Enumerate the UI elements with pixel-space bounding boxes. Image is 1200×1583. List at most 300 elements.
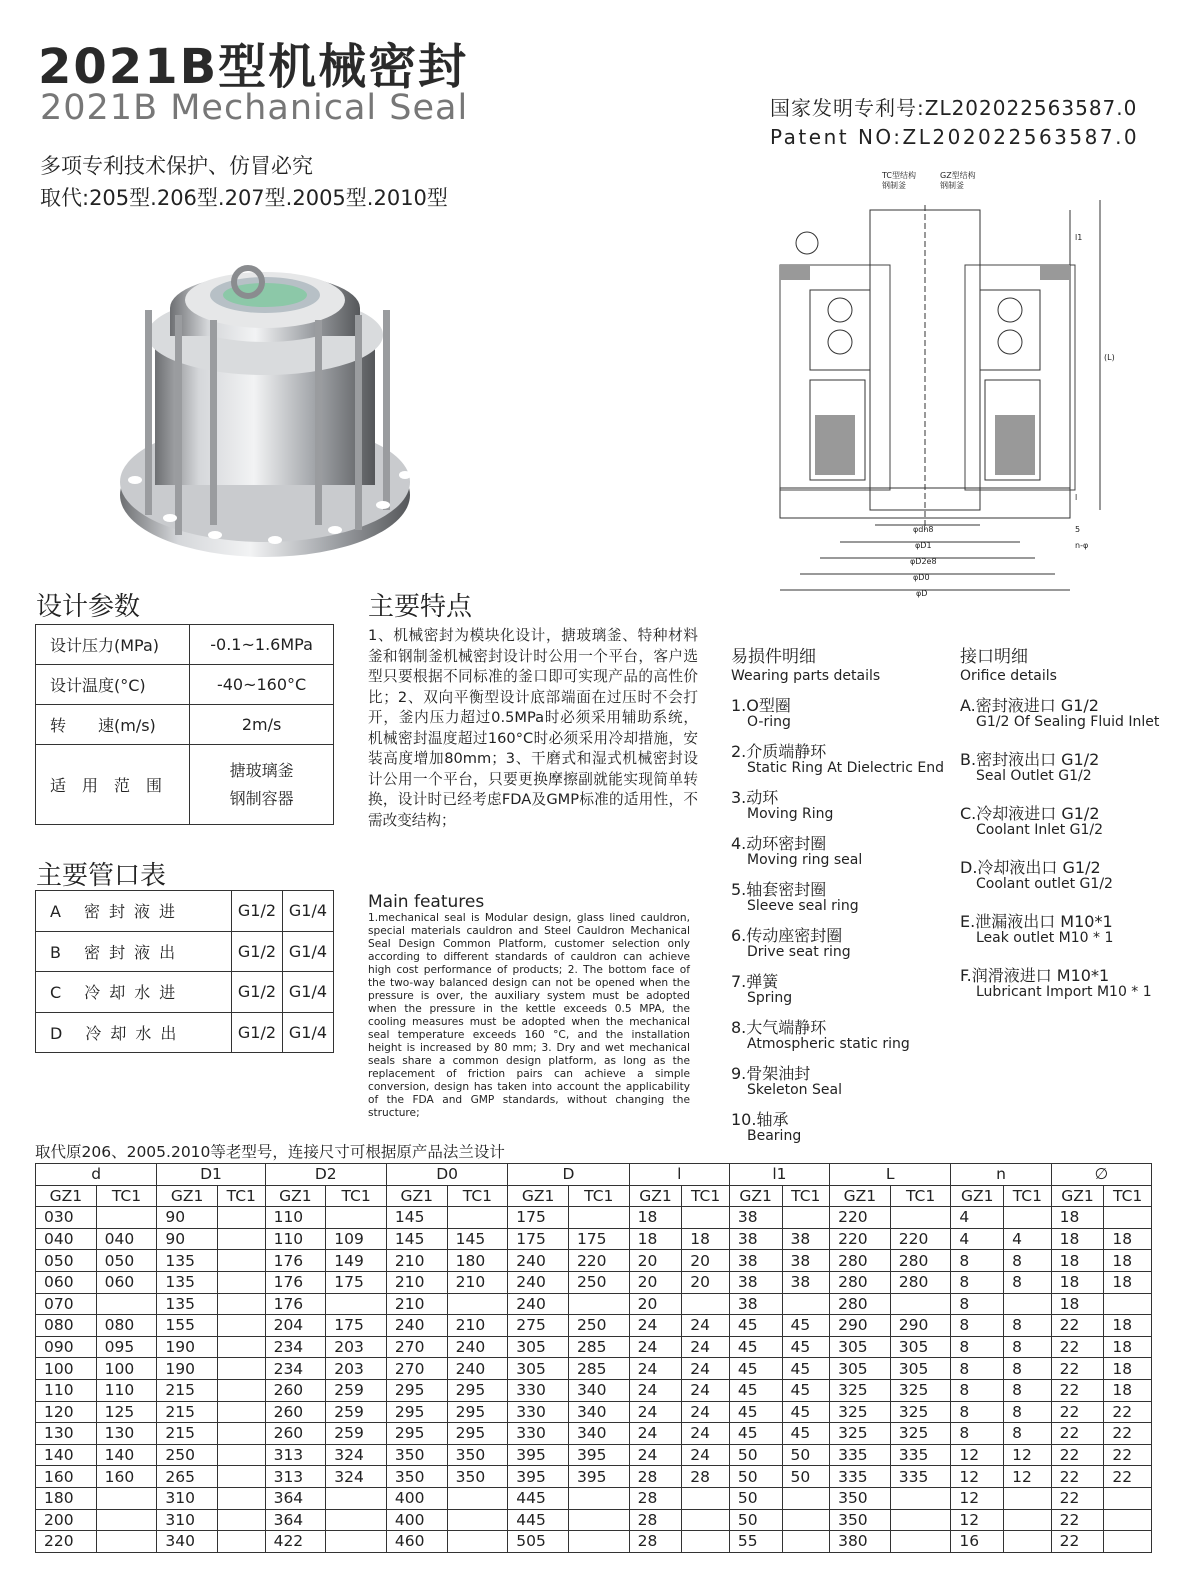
- column-group-header: l: [629, 1164, 729, 1186]
- pipe-size: G1/4: [282, 972, 333, 1013]
- table-cell: 110: [265, 1228, 326, 1250]
- table-cell: 180: [447, 1250, 508, 1272]
- table-cell: 260: [265, 1423, 326, 1445]
- table-cell: 22: [1051, 1315, 1104, 1337]
- orifice-en: Seal Outlet G1/2: [976, 768, 1092, 784]
- table-cell: 259: [326, 1379, 387, 1401]
- table-cell: 395: [568, 1444, 629, 1466]
- table-cell: [1104, 1509, 1152, 1531]
- table-row: [36, 1271, 1152, 1293]
- table-cell: [1104, 1487, 1152, 1509]
- table-row: [36, 1487, 1152, 1509]
- table-cell: 12: [951, 1466, 1004, 1488]
- table-cell: 50: [729, 1487, 782, 1509]
- table-cell: 259: [326, 1423, 387, 1445]
- column-subheader: TC1: [568, 1185, 629, 1207]
- table-cell: [782, 1293, 830, 1315]
- table-cell: [218, 1228, 266, 1250]
- table-cell: 180: [36, 1487, 97, 1509]
- table-cell: 295: [447, 1379, 508, 1401]
- table-cell: 38: [729, 1228, 782, 1250]
- table-row: [36, 1379, 1152, 1401]
- table-cell: 8: [951, 1379, 1004, 1401]
- wearing-part-en: Skeleton Seal: [747, 1082, 842, 1098]
- table-cell: 12: [951, 1509, 1004, 1531]
- table-cell: 350: [830, 1487, 891, 1509]
- column-subheader: GZ1: [729, 1185, 782, 1207]
- table-cell: 24: [629, 1336, 682, 1358]
- wearing-parts-heading-en: Wearing parts details: [731, 668, 881, 684]
- table-cell: 155: [157, 1315, 218, 1337]
- table-cell: 22: [1051, 1379, 1104, 1401]
- table-cell: 45: [782, 1379, 830, 1401]
- size-table-note: 取代原206、2005.2010等老型号，连接尺寸可根据原产品法兰设计: [35, 1143, 505, 1161]
- wearing-part-cn: 10.轴承: [731, 1110, 789, 1129]
- table-cell: 234: [265, 1358, 326, 1380]
- table-cell: 24: [629, 1401, 682, 1423]
- table-cell: 135: [157, 1293, 218, 1315]
- column-subheader: TC1: [218, 1185, 266, 1207]
- table-cell: 22: [1051, 1487, 1104, 1509]
- table-cell: 120: [36, 1401, 97, 1423]
- wearing-parts-list: [731, 697, 944, 1157]
- table-cell: 330: [508, 1379, 569, 1401]
- table-cell: 050: [96, 1250, 157, 1272]
- table-cell: [218, 1207, 266, 1229]
- list-item: [960, 967, 1159, 1021]
- table-cell: 38: [782, 1228, 830, 1250]
- orifice-cn: C.冷却液进口 G1/2: [960, 804, 1100, 823]
- table-cell: 8: [951, 1271, 1004, 1293]
- dim-5: 5: [1075, 525, 1081, 534]
- list-item: [731, 1065, 944, 1111]
- table-cell: [1104, 1293, 1152, 1315]
- table-cell: 22: [1051, 1401, 1104, 1423]
- table-row: [36, 665, 334, 705]
- table-cell: 445: [508, 1509, 569, 1531]
- table-cell: 45: [782, 1401, 830, 1423]
- table-cell: 18: [1051, 1250, 1104, 1272]
- table-cell: 24: [682, 1315, 730, 1337]
- drawing-label-tc: TC型结构: [882, 171, 917, 180]
- table-cell: 275: [508, 1315, 569, 1337]
- orifice-en: G1/2 Of Sealing Fluid Inlet: [976, 714, 1160, 730]
- table-cell: 38: [729, 1271, 782, 1293]
- table-row: [36, 625, 334, 665]
- table-cell: 38: [729, 1293, 782, 1315]
- table-cell: 4: [951, 1207, 1004, 1229]
- orifice-heading-en: Orifice details: [960, 668, 1057, 684]
- table-cell: 050: [36, 1250, 97, 1272]
- table-cell: [1004, 1293, 1052, 1315]
- table-cell: 330: [508, 1401, 569, 1423]
- table-cell: 220: [830, 1228, 891, 1250]
- table-header-row: [36, 1164, 1152, 1186]
- table-cell: 16: [951, 1531, 1004, 1553]
- table-cell: 24: [629, 1358, 682, 1380]
- column-group-header: l1: [729, 1164, 829, 1186]
- table-cell: 28: [629, 1487, 682, 1509]
- table-cell: 210: [447, 1271, 508, 1293]
- table-cell: [326, 1487, 387, 1509]
- table-cell: 310: [157, 1487, 218, 1509]
- table-cell: 295: [386, 1401, 447, 1423]
- table-row: [36, 705, 334, 745]
- table-cell: [218, 1531, 266, 1553]
- table-cell: 22: [1104, 1423, 1152, 1445]
- table-cell: 175: [326, 1315, 387, 1337]
- table-cell: 190: [157, 1336, 218, 1358]
- table-cell: [218, 1444, 266, 1466]
- table-cell: [218, 1466, 266, 1488]
- table-cell: 8: [951, 1358, 1004, 1380]
- technical-drawing: [770, 170, 1170, 605]
- table-cell: [890, 1207, 951, 1229]
- table-cell: 24: [629, 1423, 682, 1445]
- table-cell: 175: [508, 1228, 569, 1250]
- drawing-label-gz: GZ型结构: [940, 171, 976, 180]
- table-cell: 12: [951, 1487, 1004, 1509]
- table-cell: 295: [386, 1423, 447, 1445]
- table-cell: 080: [36, 1315, 97, 1337]
- column-subheader: TC1: [890, 1185, 951, 1207]
- table-cell: 130: [96, 1423, 157, 1445]
- table-cell: 215: [157, 1401, 218, 1423]
- table-cell: [96, 1487, 157, 1509]
- table-cell: [782, 1509, 830, 1531]
- table-cell: 20: [682, 1250, 730, 1272]
- table-cell: 280: [890, 1271, 951, 1293]
- table-cell: 335: [890, 1466, 951, 1488]
- orifice-en: Lubricant Import M10 * 1: [976, 984, 1152, 1000]
- table-cell: 18: [1104, 1336, 1152, 1358]
- table-cell: [890, 1509, 951, 1531]
- table-cell: 259: [326, 1401, 387, 1423]
- table-cell: 28: [682, 1466, 730, 1488]
- table-cell: 145: [386, 1228, 447, 1250]
- column-subheader: TC1: [447, 1185, 508, 1207]
- table-cell: 305: [890, 1336, 951, 1358]
- wearing-part-cn: 2.介质端静环: [731, 742, 827, 761]
- column-group-header: ∅: [1051, 1164, 1151, 1186]
- column-subheader: GZ1: [1051, 1185, 1104, 1207]
- table-cell: 030: [36, 1207, 97, 1229]
- table-cell: 295: [447, 1423, 508, 1445]
- table-cell: 335: [890, 1444, 951, 1466]
- table-cell: 330: [508, 1423, 569, 1445]
- table-cell: 160: [36, 1466, 97, 1488]
- table-cell: 90: [157, 1228, 218, 1250]
- dim-n-phi: n-φ: [1075, 541, 1089, 550]
- column-subheader: GZ1: [157, 1185, 218, 1207]
- table-cell: [568, 1207, 629, 1229]
- table-cell: [447, 1293, 508, 1315]
- table-row: [36, 1250, 1152, 1272]
- wearing-part-en: Drive seat ring: [747, 944, 851, 960]
- param-value: 2m/s: [190, 705, 334, 745]
- dim-l: l: [1075, 493, 1078, 502]
- table-cell: [568, 1487, 629, 1509]
- table-row: [36, 1444, 1152, 1466]
- param-value: -40~160°C: [190, 665, 334, 705]
- table-cell: 22: [1051, 1466, 1104, 1488]
- table-cell: 350: [830, 1509, 891, 1531]
- pipe-size: G1/4: [282, 1012, 333, 1053]
- dim-l-total: (L): [1104, 353, 1115, 362]
- table-cell: [890, 1487, 951, 1509]
- column-subheader: GZ1: [830, 1185, 891, 1207]
- table-cell: 200: [36, 1509, 97, 1531]
- list-item: [960, 751, 1159, 805]
- table-cell: 24: [629, 1444, 682, 1466]
- patent-protection-note: 多项专利技术保护、仿冒必究: [40, 154, 313, 178]
- table-cell: [682, 1487, 730, 1509]
- table-row: [36, 972, 334, 1013]
- table-cell: 18: [1104, 1271, 1152, 1293]
- table-cell: 204: [265, 1315, 326, 1337]
- dim-d1: φD1: [915, 541, 932, 550]
- table-cell: 210: [447, 1315, 508, 1337]
- size-table: [35, 1163, 1152, 1553]
- features-text-cn: 1、机械密封为模块化设计，搪玻璃釜、特种材料釜和钢制釜机械密封设计时公用一个平台，客户选型只要根据不同标准的釜口即可实现产品的高性价比；2、双向平衡型设计底部端面在过压时不会打开，釜内压力超过0.5MPa时必须采用辅助系统，机械密封温度超过160°C时必须采用冷却措施，安装高度增加80mm；3、干磨式和湿式机械密封设计公用一个平台，只要更换摩擦副就能实现简单转换，设计时已经考虑FDA及GMP标准的适用性，不需改变结构；: [368, 627, 698, 829]
- table-cell: 20: [629, 1293, 682, 1315]
- list-item: [960, 805, 1159, 859]
- pipe-size: G1/2: [231, 931, 282, 972]
- wearing-part-cn: 1.O型圈: [731, 696, 791, 715]
- table-cell: 445: [508, 1487, 569, 1509]
- wearing-part-en: Sleeve seal ring: [747, 898, 859, 914]
- wearing-part-cn: 9.骨架油封: [731, 1064, 811, 1083]
- table-cell: 190: [157, 1358, 218, 1380]
- wearing-parts-heading: 易损件明细: [731, 647, 816, 667]
- table-cell: 210: [386, 1293, 447, 1315]
- table-row: [36, 745, 334, 825]
- table-cell: 45: [729, 1358, 782, 1380]
- table-cell: 325: [830, 1423, 891, 1445]
- table-cell: [1004, 1207, 1052, 1229]
- table-cell: 24: [682, 1336, 730, 1358]
- table-cell: 324: [326, 1444, 387, 1466]
- mechanical-seal-photo: [115, 240, 425, 570]
- column-subheader: GZ1: [36, 1185, 97, 1207]
- table-cell: 325: [830, 1401, 891, 1423]
- table-cell: 130: [36, 1423, 97, 1445]
- dim-d: φD: [916, 589, 928, 598]
- table-cell: [96, 1207, 157, 1229]
- table-cell: 8: [1004, 1401, 1052, 1423]
- table-cell: 175: [508, 1207, 569, 1229]
- table-row: [36, 1336, 1152, 1358]
- table-cell: [682, 1293, 730, 1315]
- table-cell: 395: [508, 1444, 569, 1466]
- table-row: [36, 1228, 1152, 1250]
- table-cell: 400: [386, 1509, 447, 1531]
- features-heading: 主要特点: [368, 592, 473, 622]
- table-cell: [682, 1531, 730, 1553]
- table-cell: 364: [265, 1487, 326, 1509]
- table-row: [36, 1358, 1152, 1380]
- column-group-header: d: [36, 1164, 157, 1186]
- table-cell: [326, 1207, 387, 1229]
- table-cell: 8: [951, 1250, 1004, 1272]
- table-cell: 305: [890, 1358, 951, 1380]
- table-cell: 22: [1051, 1423, 1104, 1445]
- table-cell: 335: [830, 1466, 891, 1488]
- column-group-header: D0: [386, 1164, 507, 1186]
- column-subheader: GZ1: [265, 1185, 326, 1207]
- table-cell: 145: [386, 1207, 447, 1229]
- table-cell: 220: [890, 1228, 951, 1250]
- list-item: [731, 881, 944, 927]
- table-cell: 28: [629, 1466, 682, 1488]
- list-item: [731, 1019, 944, 1065]
- table-cell: 240: [386, 1315, 447, 1337]
- table-cell: 55: [729, 1531, 782, 1553]
- table-cell: [218, 1358, 266, 1380]
- table-cell: 50: [782, 1466, 830, 1488]
- table-cell: [890, 1531, 951, 1553]
- pipe-size: G1/4: [282, 891, 333, 932]
- table-cell: 110: [265, 1207, 326, 1229]
- table-cell: 240: [508, 1250, 569, 1272]
- pipe-label: C 冷却水进: [36, 972, 232, 1013]
- table-cell: 305: [508, 1358, 569, 1380]
- table-cell: 18: [1051, 1228, 1104, 1250]
- table-cell: 395: [568, 1466, 629, 1488]
- table-cell: [218, 1379, 266, 1401]
- table-cell: 18: [1104, 1358, 1152, 1380]
- table-cell: 325: [890, 1379, 951, 1401]
- table-cell: 8: [1004, 1315, 1052, 1337]
- pipe-size: G1/2: [231, 972, 282, 1013]
- table-cell: 22: [1051, 1444, 1104, 1466]
- column-group-header: D: [508, 1164, 629, 1186]
- table-cell: 250: [568, 1315, 629, 1337]
- column-group-header: L: [830, 1164, 951, 1186]
- table-cell: [218, 1336, 266, 1358]
- table-cell: 8: [951, 1401, 1004, 1423]
- table-cell: 12: [1004, 1444, 1052, 1466]
- column-subheader: TC1: [1004, 1185, 1052, 1207]
- table-cell: 22: [1051, 1358, 1104, 1380]
- table-cell: 18: [1104, 1315, 1152, 1337]
- table-cell: 380: [830, 1531, 891, 1553]
- table-cell: 28: [629, 1509, 682, 1531]
- table-cell: 24: [682, 1423, 730, 1445]
- table-cell: 18: [682, 1228, 730, 1250]
- table-cell: 45: [729, 1379, 782, 1401]
- table-cell: 18: [1051, 1271, 1104, 1293]
- table-cell: 090: [36, 1336, 97, 1358]
- table-cell: 270: [386, 1336, 447, 1358]
- table-cell: 340: [568, 1379, 629, 1401]
- table-cell: 290: [830, 1315, 891, 1337]
- table-cell: 060: [36, 1271, 97, 1293]
- patent-number-cn: 国家发明专利号:ZL202022563587.0: [770, 96, 1138, 120]
- table-cell: 260: [265, 1401, 326, 1423]
- table-cell: [447, 1509, 508, 1531]
- table-cell: 24: [682, 1379, 730, 1401]
- pipe-label: A 密封液进: [36, 891, 232, 932]
- table-cell: 8: [1004, 1250, 1052, 1272]
- orifice-cn: B.密封液出口 G1/2: [960, 750, 1100, 769]
- table-cell: 240: [447, 1336, 508, 1358]
- table-cell: [447, 1531, 508, 1553]
- table-cell: 24: [629, 1315, 682, 1337]
- table-cell: 280: [830, 1250, 891, 1272]
- orifice-en: Coolant outlet G1/2: [976, 876, 1113, 892]
- table-cell: 8: [1004, 1358, 1052, 1380]
- list-item: [731, 1111, 944, 1157]
- drawing-label-gz-sub: 钢制釜: [940, 181, 964, 190]
- list-item: [731, 789, 944, 835]
- table-cell: 364: [265, 1509, 326, 1531]
- table-cell: 080: [96, 1315, 157, 1337]
- table-cell: 350: [386, 1466, 447, 1488]
- table-cell: 4: [951, 1228, 1004, 1250]
- column-subheader: GZ1: [508, 1185, 569, 1207]
- table-cell: 400: [386, 1487, 447, 1509]
- table-cell: 313: [265, 1466, 326, 1488]
- column-subheader: GZ1: [629, 1185, 682, 1207]
- table-row: [36, 1509, 1152, 1531]
- design-params-table: [35, 624, 334, 825]
- table-row: [36, 891, 334, 932]
- table-cell: [218, 1487, 266, 1509]
- table-cell: 22: [1104, 1466, 1152, 1488]
- table-cell: [682, 1207, 730, 1229]
- list-item: [731, 927, 944, 973]
- table-cell: [1104, 1207, 1152, 1229]
- table-cell: 305: [508, 1336, 569, 1358]
- table-cell: 305: [830, 1336, 891, 1358]
- table-cell: 270: [386, 1358, 447, 1380]
- param-label: 设计温度(°C): [36, 665, 190, 705]
- table-cell: 90: [157, 1207, 218, 1229]
- table-cell: 175: [326, 1271, 387, 1293]
- table-cell: 240: [447, 1358, 508, 1380]
- table-cell: 350: [447, 1466, 508, 1488]
- table-cell: 110: [96, 1379, 157, 1401]
- table-cell: 250: [157, 1444, 218, 1466]
- table-cell: 12: [951, 1444, 1004, 1466]
- table-cell: 175: [568, 1228, 629, 1250]
- table-cell: 18: [629, 1228, 682, 1250]
- design-params-heading: 设计参数: [36, 592, 141, 622]
- wearing-part-cn: 8.大气端静环: [731, 1018, 827, 1037]
- wearing-part-en: Spring: [747, 990, 793, 1006]
- pipe-label: B 密封液出: [36, 931, 232, 972]
- table-cell: 22: [1051, 1509, 1104, 1531]
- param-value: -0.1~1.6MPa: [190, 625, 334, 665]
- table-cell: [447, 1487, 508, 1509]
- table-cell: 18: [1051, 1293, 1104, 1315]
- drawing-label-tc-sub: 钢制釜: [882, 181, 906, 190]
- orifice-en: Coolant Inlet G1/2: [976, 822, 1104, 838]
- dim-d2e8: φD2e8: [910, 557, 937, 566]
- table-cell: 45: [782, 1336, 830, 1358]
- table-cell: 135: [157, 1250, 218, 1272]
- orifice-cn: D.冷却液出口 G1/2: [960, 858, 1101, 877]
- orifice-cn: A.密封液进口 G1/2: [960, 696, 1099, 715]
- table-cell: 305: [830, 1358, 891, 1380]
- orifice-cn: F.润滑液进口 M10*1: [960, 966, 1110, 985]
- table-cell: 265: [157, 1466, 218, 1488]
- table-cell: 38: [729, 1207, 782, 1229]
- table-cell: 8: [951, 1315, 1004, 1337]
- table-cell: 340: [568, 1401, 629, 1423]
- orifice-heading: 接口明细: [960, 647, 1028, 667]
